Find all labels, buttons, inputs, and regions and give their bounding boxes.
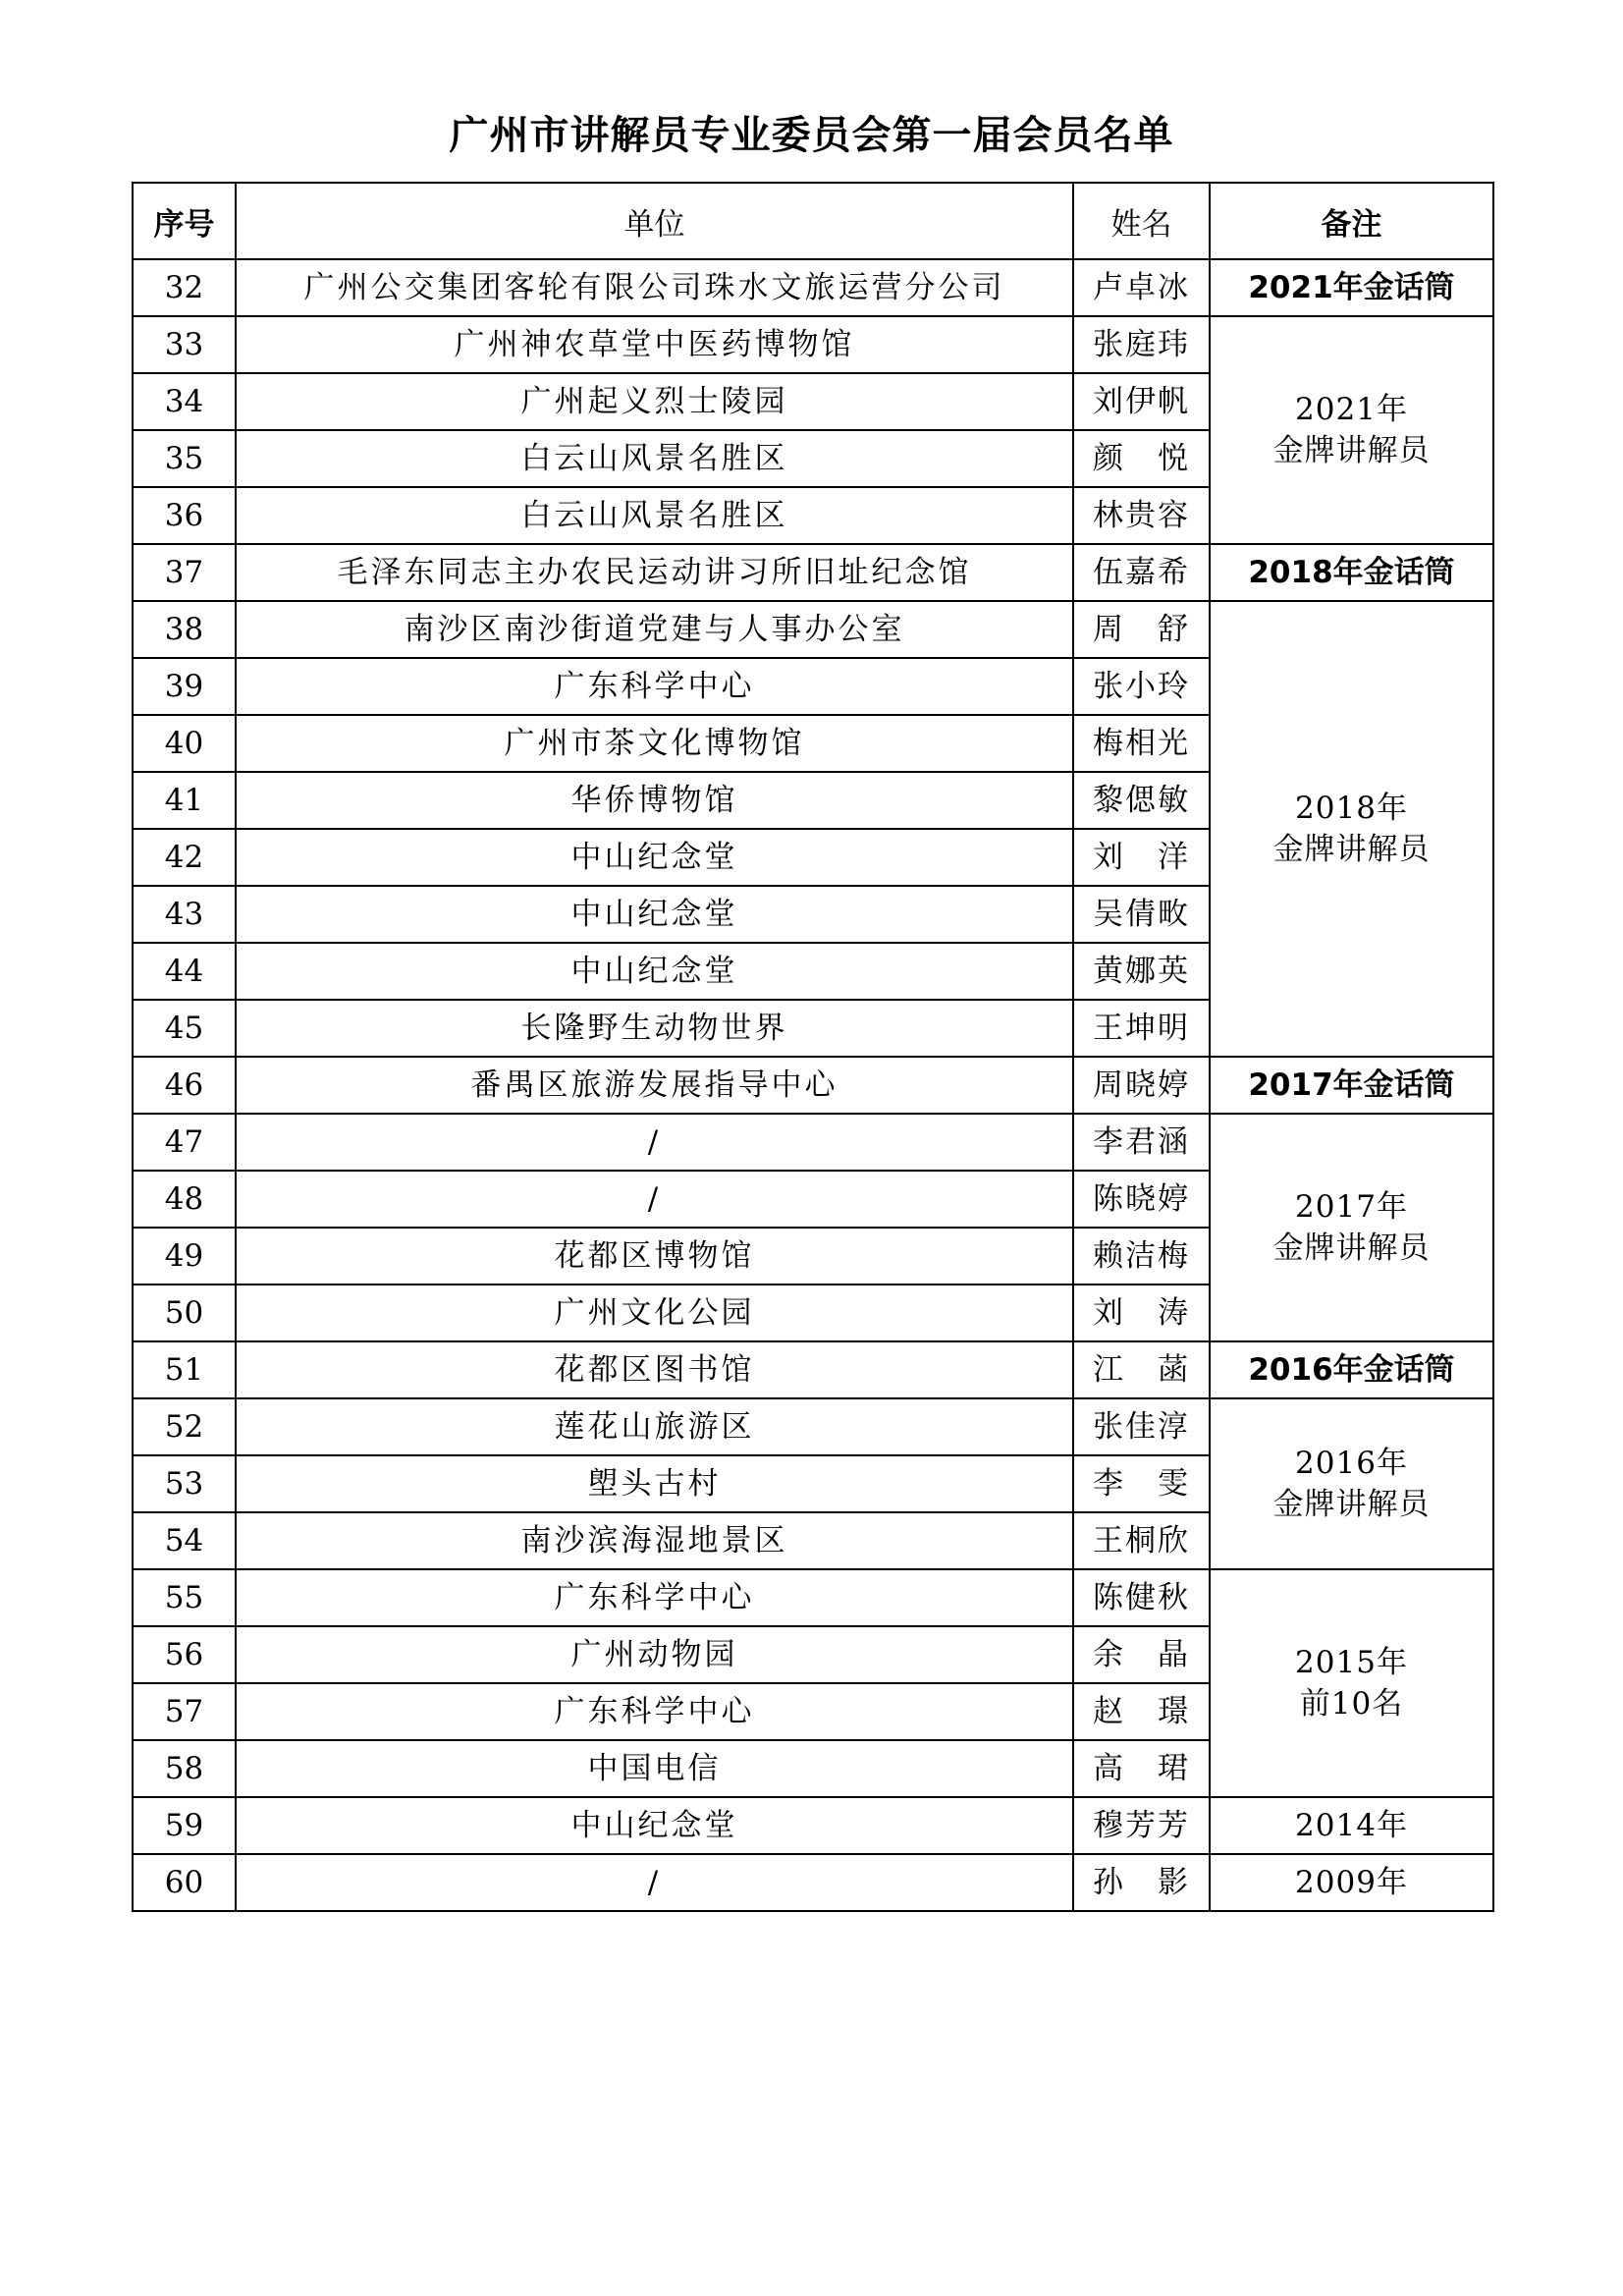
table-row xyxy=(133,316,1493,373)
name-cell: 张小玲 xyxy=(1073,658,1210,715)
serial-number-cell: 45 xyxy=(133,1000,236,1057)
table-row xyxy=(133,544,1493,601)
name-cell: 陈健秋 xyxy=(1073,1569,1210,1626)
unit-cell: 广州市茶文化博物馆 xyxy=(236,715,1073,772)
serial-number-cell: 35 xyxy=(133,430,236,487)
serial-number-cell: 47 xyxy=(133,1114,236,1171)
unit-cell: 白云山风景名胜区 xyxy=(236,430,1073,487)
name-cell: 刘 洋 xyxy=(1073,829,1210,886)
unit-cell: 中山纪念堂 xyxy=(236,886,1073,943)
remarks-line: 金牌讲解员 xyxy=(1272,832,1431,867)
serial-number-cell: 60 xyxy=(133,1854,236,1911)
unit-cell: 广州文化公园 xyxy=(236,1285,1073,1341)
remarks-cell xyxy=(1210,601,1493,1057)
unit-cell: 中山纪念堂 xyxy=(236,829,1073,886)
name-cell: 王坤明 xyxy=(1073,1000,1210,1057)
header-unit: 单位 xyxy=(236,183,1073,259)
name-cell: 张庭玮 xyxy=(1073,316,1210,373)
table-row xyxy=(133,601,1493,658)
name-cell: 赵 璟 xyxy=(1073,1683,1210,1740)
remarks-cell: 2018年金话筒 xyxy=(1210,544,1493,601)
unit-cell: 塱头古村 xyxy=(236,1455,1073,1512)
serial-number-cell: 53 xyxy=(133,1455,236,1512)
name-cell: 江 菡 xyxy=(1073,1341,1210,1398)
unit-cell: / xyxy=(236,1171,1073,1228)
remarks-line: 金牌讲解员 xyxy=(1272,433,1431,468)
name-cell: 王桐欣 xyxy=(1073,1512,1210,1569)
unit-cell: 广东科学中心 xyxy=(236,1569,1073,1626)
name-cell: 梅相光 xyxy=(1073,715,1210,772)
unit-cell: 华侨博物馆 xyxy=(236,772,1073,829)
serial-number-cell: 48 xyxy=(133,1171,236,1228)
table-row xyxy=(133,1057,1493,1114)
serial-number-cell: 51 xyxy=(133,1341,236,1398)
table-row xyxy=(133,1341,1493,1398)
table-header-row xyxy=(133,183,1493,259)
serial-number-cell: 32 xyxy=(133,259,236,316)
unit-cell: 毛泽东同志主办农民运动讲习所旧址纪念馆 xyxy=(236,544,1073,601)
remarks-line: 金牌讲解员 xyxy=(1272,1230,1431,1266)
unit-cell: 南沙区南沙街道党建与人事办公室 xyxy=(236,601,1073,658)
table-row xyxy=(133,1114,1493,1171)
serial-number-cell: 39 xyxy=(133,658,236,715)
name-cell: 穆芳芳 xyxy=(1073,1797,1210,1854)
name-cell: 张佳淳 xyxy=(1073,1398,1210,1455)
table-row xyxy=(133,259,1493,316)
unit-cell: 广州神农草堂中医药博物馆 xyxy=(236,316,1073,373)
table-row xyxy=(133,1569,1493,1626)
serial-number-cell: 37 xyxy=(133,544,236,601)
remarks-line: 前10名 xyxy=(1299,1686,1404,1722)
name-cell: 黎偲敏 xyxy=(1073,772,1210,829)
serial-number-cell: 43 xyxy=(133,886,236,943)
name-cell: 余 晶 xyxy=(1073,1626,1210,1683)
unit-cell: 广东科学中心 xyxy=(236,658,1073,715)
name-cell: 刘 涛 xyxy=(1073,1285,1210,1341)
remarks-cell: 2017年金话筒 xyxy=(1210,1057,1493,1114)
unit-cell: / xyxy=(236,1114,1073,1171)
name-cell: 赖洁梅 xyxy=(1073,1228,1210,1285)
table-row xyxy=(133,1398,1493,1455)
remarks-line: 2018年 xyxy=(1295,791,1408,826)
name-cell: 伍嘉希 xyxy=(1073,544,1210,601)
serial-number-cell: 34 xyxy=(133,373,236,430)
serial-number-cell: 40 xyxy=(133,715,236,772)
unit-cell: 莲花山旅游区 xyxy=(236,1398,1073,1455)
name-cell: 刘伊帆 xyxy=(1073,373,1210,430)
unit-cell: 长隆野生动物世界 xyxy=(236,1000,1073,1057)
serial-number-cell: 44 xyxy=(133,943,236,1000)
unit-cell: 广东科学中心 xyxy=(236,1683,1073,1740)
name-cell: 李 雯 xyxy=(1073,1455,1210,1512)
name-cell: 高 珺 xyxy=(1073,1740,1210,1797)
remarks-cell: 2016年金话筒 xyxy=(1210,1341,1493,1398)
serial-number-cell: 57 xyxy=(133,1683,236,1740)
serial-number-cell: 42 xyxy=(133,829,236,886)
name-cell: 陈晓婷 xyxy=(1073,1171,1210,1228)
remarks-line: 金牌讲解员 xyxy=(1272,1487,1431,1522)
remarks-cell: 2021年金话筒 xyxy=(1210,259,1493,316)
remarks-line: 2015年 xyxy=(1295,1645,1408,1680)
serial-number-cell: 55 xyxy=(133,1569,236,1626)
unit-cell: 中山纪念堂 xyxy=(236,943,1073,1000)
serial-number-cell: 56 xyxy=(133,1626,236,1683)
table-row xyxy=(133,1854,1493,1911)
unit-cell: 番禺区旅游发展指导中心 xyxy=(236,1057,1073,1114)
name-cell: 颜 悦 xyxy=(1073,430,1210,487)
serial-number-cell: 52 xyxy=(133,1398,236,1455)
remarks-cell xyxy=(1210,1114,1493,1341)
unit-cell: 广州动物园 xyxy=(236,1626,1073,1683)
name-cell: 林贵容 xyxy=(1073,487,1210,544)
remarks-cell: 2014年 xyxy=(1210,1797,1493,1854)
header-serial-number: 序号 xyxy=(133,183,236,259)
remarks-cell xyxy=(1210,1569,1493,1797)
serial-number-cell: 41 xyxy=(133,772,236,829)
table-row xyxy=(133,1797,1493,1854)
serial-number-cell: 58 xyxy=(133,1740,236,1797)
unit-cell: 广州公交集团客轮有限公司珠水文旅运营分公司 xyxy=(236,259,1073,316)
page-title: 广州市讲解员专业委员会第一届会员名单 xyxy=(449,113,1174,158)
name-cell: 周晓婷 xyxy=(1073,1057,1210,1114)
remarks-line: 2017年 xyxy=(1295,1189,1408,1225)
unit-cell: 花都区图书馆 xyxy=(236,1341,1073,1398)
header-remarks: 备注 xyxy=(1210,183,1493,259)
remarks-cell xyxy=(1210,1398,1493,1569)
name-cell: 周 舒 xyxy=(1073,601,1210,658)
unit-cell: 广州起义烈士陵园 xyxy=(236,373,1073,430)
name-cell: 李君涵 xyxy=(1073,1114,1210,1171)
member-table xyxy=(132,182,1494,1912)
serial-number-cell: 36 xyxy=(133,487,236,544)
unit-cell: 白云山风景名胜区 xyxy=(236,487,1073,544)
serial-number-cell: 49 xyxy=(133,1228,236,1285)
unit-cell: 中山纪念堂 xyxy=(236,1797,1073,1854)
unit-cell: / xyxy=(236,1854,1073,1911)
serial-number-cell: 38 xyxy=(133,601,236,658)
serial-number-cell: 46 xyxy=(133,1057,236,1114)
remarks-cell xyxy=(1210,316,1493,544)
name-cell: 孙 影 xyxy=(1073,1854,1210,1911)
remarks-line: 2016年 xyxy=(1295,1446,1408,1481)
name-cell: 吴倩畋 xyxy=(1073,886,1210,943)
unit-cell: 中国电信 xyxy=(236,1740,1073,1797)
remarks-cell: 2009年 xyxy=(1210,1854,1493,1911)
unit-cell: 南沙滨海湿地景区 xyxy=(236,1512,1073,1569)
header-name: 姓名 xyxy=(1073,183,1210,259)
serial-number-cell: 59 xyxy=(133,1797,236,1854)
serial-number-cell: 54 xyxy=(133,1512,236,1569)
name-cell: 黄娜英 xyxy=(1073,943,1210,1000)
unit-cell: 花都区博物馆 xyxy=(236,1228,1073,1285)
name-cell: 卢卓冰 xyxy=(1073,259,1210,316)
serial-number-cell: 50 xyxy=(133,1285,236,1341)
remarks-line: 2021年 xyxy=(1295,392,1408,427)
serial-number-cell: 33 xyxy=(133,316,236,373)
